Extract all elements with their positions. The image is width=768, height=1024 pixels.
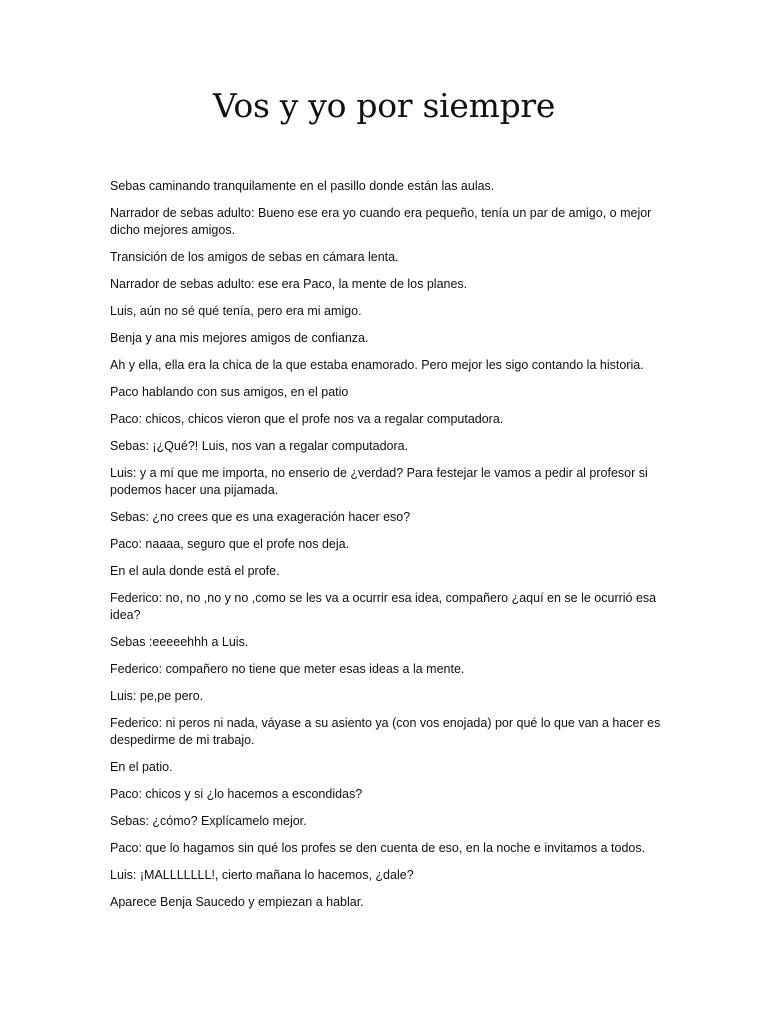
paragraph: Narrador de sebas adulto: Bueno ese era yo cuando era pequeño, tenía un par de amigo, o mejor dicho mejores amigos. xyxy=(110,206,652,237)
paragraph: Benja y ana mis mejores amigos de confianza. xyxy=(110,331,369,345)
paragraph: Transición de los amigos de sebas en cámara lenta. xyxy=(110,250,399,264)
paragraph: Paco hablando con sus amigos, en el patio xyxy=(110,385,349,399)
paragraph: Luis: ¡MALLLLLLL!, cierto mañana lo hacemos, ¿dale? xyxy=(110,868,414,882)
paragraph: Paco: que lo hagamos sin qué los profes se den cuenta de eso, en la noche e invitamos a todos. xyxy=(110,841,646,855)
paragraph: Paco: naaaa, seguro que el profe nos deja. xyxy=(110,537,350,551)
paragraph: Sebas: ¿cómo? Explícamelo mejor. xyxy=(110,814,307,828)
paragraph: Federico: compañero no tiene que meter esas ideas a la mente. xyxy=(110,662,465,676)
paragraph: En el patio. xyxy=(110,760,173,774)
paragraph: Ah y ella, ella era la chica de la que estaba enamorado. Pero mejor les sigo contando la historia. xyxy=(110,358,644,372)
document-body xyxy=(110,178,670,921)
document-title: Vos y yo por siempre xyxy=(212,86,556,125)
paragraph: Luis: pe,pe pero. xyxy=(110,689,204,703)
paragraph: En el aula donde está el profe. xyxy=(110,564,280,578)
paragraph: Sebas: ¿no crees que es una exageración hacer eso? xyxy=(110,510,411,524)
paragraph: Federico: ni peros ni nada, váyase a su asiento ya (con vos enojada) por qué lo que van a hacer es despedirme de mi trabajo. xyxy=(110,716,661,747)
paragraph: Narrador de sebas adulto: ese era Paco, la mente de los planes. xyxy=(110,277,468,291)
paragraph: Luis, aún no sé qué tenía, pero era mi amigo. xyxy=(110,304,362,318)
paragraph: Sebas :eeeeehhh a Luis. xyxy=(110,635,249,649)
paragraph: Sebas: ¡¿Qué?! Luis, nos van a regalar computadora. xyxy=(110,439,409,453)
paragraph: Federico: no, no ,no y no ,como se les va a ocurrir esa idea, compañero ¿aquí en se le ocurrió esa idea? xyxy=(110,591,657,622)
paragraph: Paco: chicos y si ¿lo hacemos a escondidas? xyxy=(110,787,363,801)
paragraph: Luis: y a mí que me importa, no enserio de ¿verdad? Para festejar le vamos a pedir al profesor si podemos hacer una pijamada. xyxy=(110,466,648,497)
paragraph: Aparece Benja Saucedo y empiezan a hablar. xyxy=(110,895,364,909)
paragraph: Sebas caminando tranquilamente en el pasillo donde están las aulas. xyxy=(110,179,495,193)
paragraph: Paco: chicos, chicos vieron que el profe nos va a regalar computadora. xyxy=(110,412,504,426)
